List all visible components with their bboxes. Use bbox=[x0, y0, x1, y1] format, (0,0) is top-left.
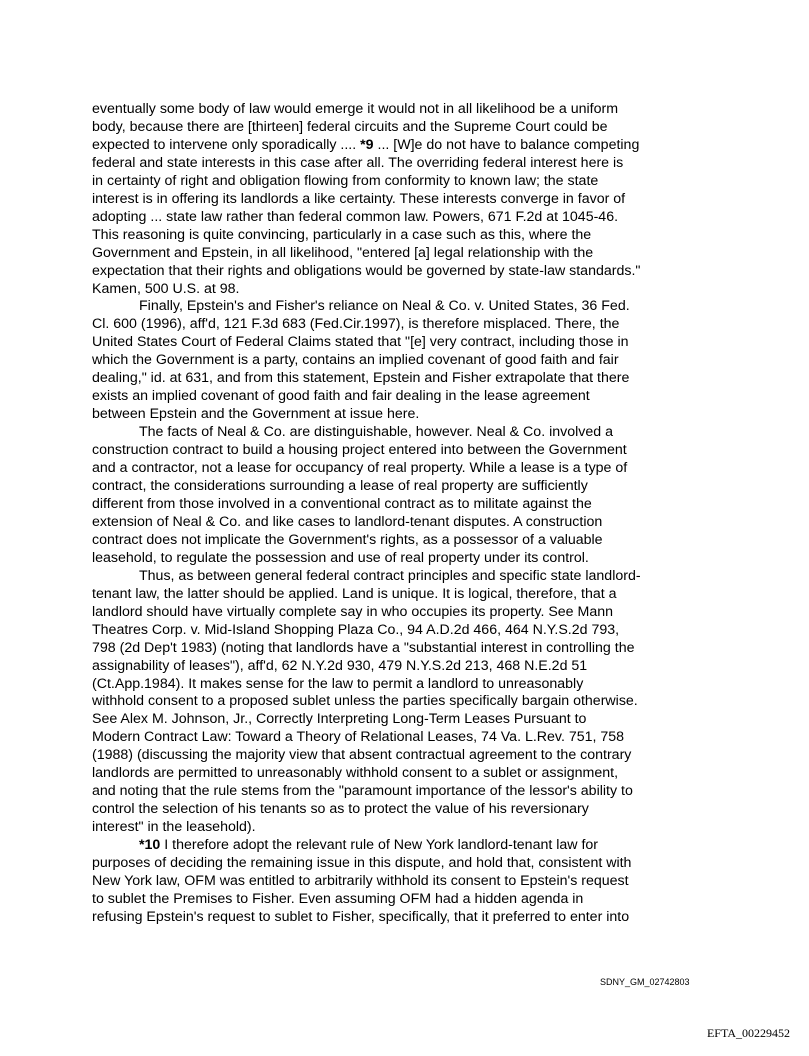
text-line: New York law, OFM was entitled to arbitrarily withhold its consent to Epstein's request bbox=[92, 872, 629, 889]
text-line: See Alex M. Johnson, Jr., Correctly Interpreting Long-Term Leases Pursuant to bbox=[92, 711, 587, 728]
bates-number: SDNY_GM_02742803 bbox=[600, 977, 690, 987]
text-line: leasehold, to regulate the possession and use of real property under its control. bbox=[92, 549, 589, 566]
text-line: interest is in offering its landlords a like certainty. These interests converge in favor of bbox=[92, 190, 626, 207]
text-line: Government and Epstein, in all likelihood, "entered [a] legal relationship with the bbox=[92, 244, 594, 261]
text-line: Cl. 600 (1996), aff'd, 121 F.3d 683 (Fed.Cir.1997), is therefore misplaced. There, the bbox=[92, 316, 620, 333]
text-line: purposes of deciding the remaining issue in this dispute, and hold that, consistent with bbox=[92, 855, 632, 872]
text-line: Modern Contract Law: Toward a Theory of Relational Leases, 74 Va. L.Rev. 751, 758 bbox=[92, 729, 625, 746]
text-line: and a contractor, not a lease for occupancy of real property. While a lease is a type of bbox=[92, 460, 628, 477]
text-line: interest" in the leasehold). bbox=[92, 819, 256, 836]
text-line: to sublet the Premises to Fisher. Even assuming OFM had a hidden agenda in bbox=[92, 890, 584, 907]
text-line: assignability of leases"), aff'd, 62 N.Y.2d 930, 479 N.Y.S.2d 213, 468 N.E.2d 51 bbox=[92, 657, 588, 674]
text-line: Kamen, 500 U.S. at 98. bbox=[92, 280, 240, 297]
text-line: The facts of Neal & Co. are distinguishable, however. Neal & Co. involved a bbox=[139, 424, 613, 441]
text-line: contract, the considerations surrounding a lease of real property are sufficiently bbox=[92, 478, 588, 495]
text-line: body, because there are [thirteen] federal circuits and the Supreme Court could be bbox=[92, 118, 608, 135]
text-line: Thus, as between general federal contract principles and specific state landlord- bbox=[139, 567, 641, 584]
text-line: dealing," id. at 631, and from this statement, Epstein and Fisher extrapolate that there bbox=[92, 370, 630, 387]
text-line: in certainty of right and obligation flowing from conformity to known law; the state bbox=[92, 172, 599, 189]
text-line: adopting ... state law rather than federal common law. Powers, 671 F.2d at 1045-46. bbox=[92, 208, 619, 225]
text-line: contract does not implicate the Government's rights, as a possessor of a valuable bbox=[92, 531, 603, 548]
efta-number: EFTA_00229452 bbox=[706, 1026, 790, 1040]
text-line: This reasoning is quite convincing, particularly in a case such as this, where the bbox=[92, 226, 592, 243]
text-line: eventually some body of law would emerge it would not in all likelihood be a uniform bbox=[92, 101, 619, 117]
text-line: exists an implied covenant of good faith and fair dealing in the lease agreement bbox=[92, 388, 590, 405]
text-line: federal and state interests in this case after all. The overriding federal interest here is bbox=[92, 154, 624, 171]
text-line: landlord should have virtually complete say in who occupies its property. See Mann bbox=[92, 603, 614, 620]
text-line: landlords are permitted to unreasonably withhold consent to a sublet or assignment, bbox=[92, 765, 619, 782]
text-line: tenant law, the latter should be applied. Land is unique. It is logical, therefore, that a bbox=[92, 585, 617, 602]
text-line bbox=[92, 137, 698, 155]
text-line: 798 (2d Dep't 1983) (noting that landlords have a "substantial interest in controlling the bbox=[92, 639, 635, 656]
text-line: different from those involved in a conventional contract as to militate against the bbox=[92, 495, 592, 512]
text-line: Theatres Corp. v. Mid-Island Shopping Plaza Co., 94 A.D.2d 466, 464 N.Y.S.2d 793, bbox=[92, 621, 620, 638]
text-line: expectation that their rights and obligations would be governed by state-law standards." bbox=[92, 262, 641, 279]
text-line: construction contract to build a housing project entered into between the Government bbox=[92, 442, 627, 459]
text-line: which the Government is a party, contains an implied covenant of good faith and fair bbox=[92, 352, 619, 369]
text-line: withhold consent to a proposed sublet unless the parties specifically bargain otherwise. bbox=[92, 693, 638, 710]
text-segment: I therefore adopt the relevant rule of New York landlord-tenant law for bbox=[160, 837, 599, 854]
page-marker: *9 bbox=[360, 136, 374, 153]
text-line: between Epstein and the Government at issue here. bbox=[92, 406, 420, 423]
text-line: and noting that the rule stems from the "paramount importance of the lessor's ability to bbox=[92, 783, 633, 800]
text-line: refusing Epstein's request to sublet to Fisher, specifically, that it preferred to enter into bbox=[92, 908, 630, 925]
text-line: control the selection of his tenants so as to protect the value of his reversionary bbox=[92, 801, 589, 818]
text-line: (1988) (discussing the majority view that absent contractual agreement to the contrary bbox=[92, 747, 632, 764]
text-line bbox=[92, 837, 698, 855]
document-body bbox=[92, 101, 698, 927]
text-line: United States Court of Federal Claims stated that "[e] very contract, including those in bbox=[92, 334, 629, 351]
text-line: extension of Neal & Co. and like cases to landlord-tenant disputes. A construction bbox=[92, 513, 603, 530]
page-marker: *10 bbox=[139, 837, 161, 854]
text-segment: expected to intervene only sporadically .... bbox=[92, 136, 361, 153]
text-line: (Ct.App.1984). It makes sense for the law to permit a landlord to unreasonably bbox=[92, 675, 584, 692]
text-line: Finally, Epstein's and Fisher's reliance on Neal & Co. v. United States, 36 Fed. bbox=[139, 298, 630, 315]
text-segment: ... [W]e do not have to balance competing bbox=[373, 136, 640, 153]
